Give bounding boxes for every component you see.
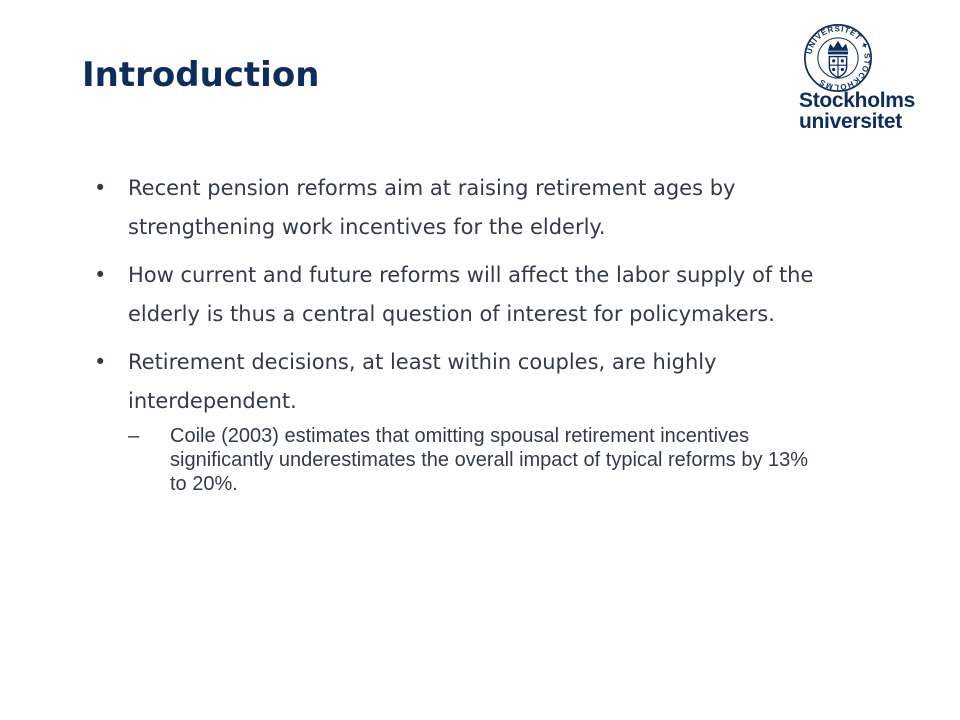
bullet-text: How current and future reforms will affect the labor supply of the elderly is thus a central question of interest for policymakers. <box>128 263 814 326</box>
university-logo <box>790 22 940 134</box>
bullet-text: Recent pension reforms aim at raising retirement ages by strengthening work incentives for the elderly. <box>128 176 736 239</box>
sub-bullet-item <box>128 424 814 496</box>
bullet-list <box>94 169 814 505</box>
bullet-marker: • <box>94 176 107 200</box>
university-name-line-2: universitet <box>799 110 902 133</box>
university-seal-icon <box>802 22 874 94</box>
bullet-item <box>94 343 814 496</box>
bullet-marker: • <box>94 263 107 287</box>
sub-bullet-marker: – <box>128 425 140 447</box>
bullet-item <box>94 169 814 247</box>
university-name-line-1: Stockholms <box>799 89 916 112</box>
slide-title: Introduction <box>82 55 320 95</box>
bullet-marker: • <box>94 350 107 374</box>
sub-bullet-list <box>128 424 814 496</box>
university-name <box>799 90 915 132</box>
bullet-text: Retirement decisions, at least within couples, are highly interdependent. <box>128 350 717 413</box>
svg-text:UNIVERSITET ✦ STOCKHOLMS: UNIVERSITET ✦ STOCKHOLMS <box>804 24 872 92</box>
sub-bullet-text: Coile (2003) estimates that omitting spousal retirement incentives significantly underestimates the overall impact of typical reforms by 13% to 20%. <box>170 425 809 495</box>
bullet-item <box>94 256 814 334</box>
